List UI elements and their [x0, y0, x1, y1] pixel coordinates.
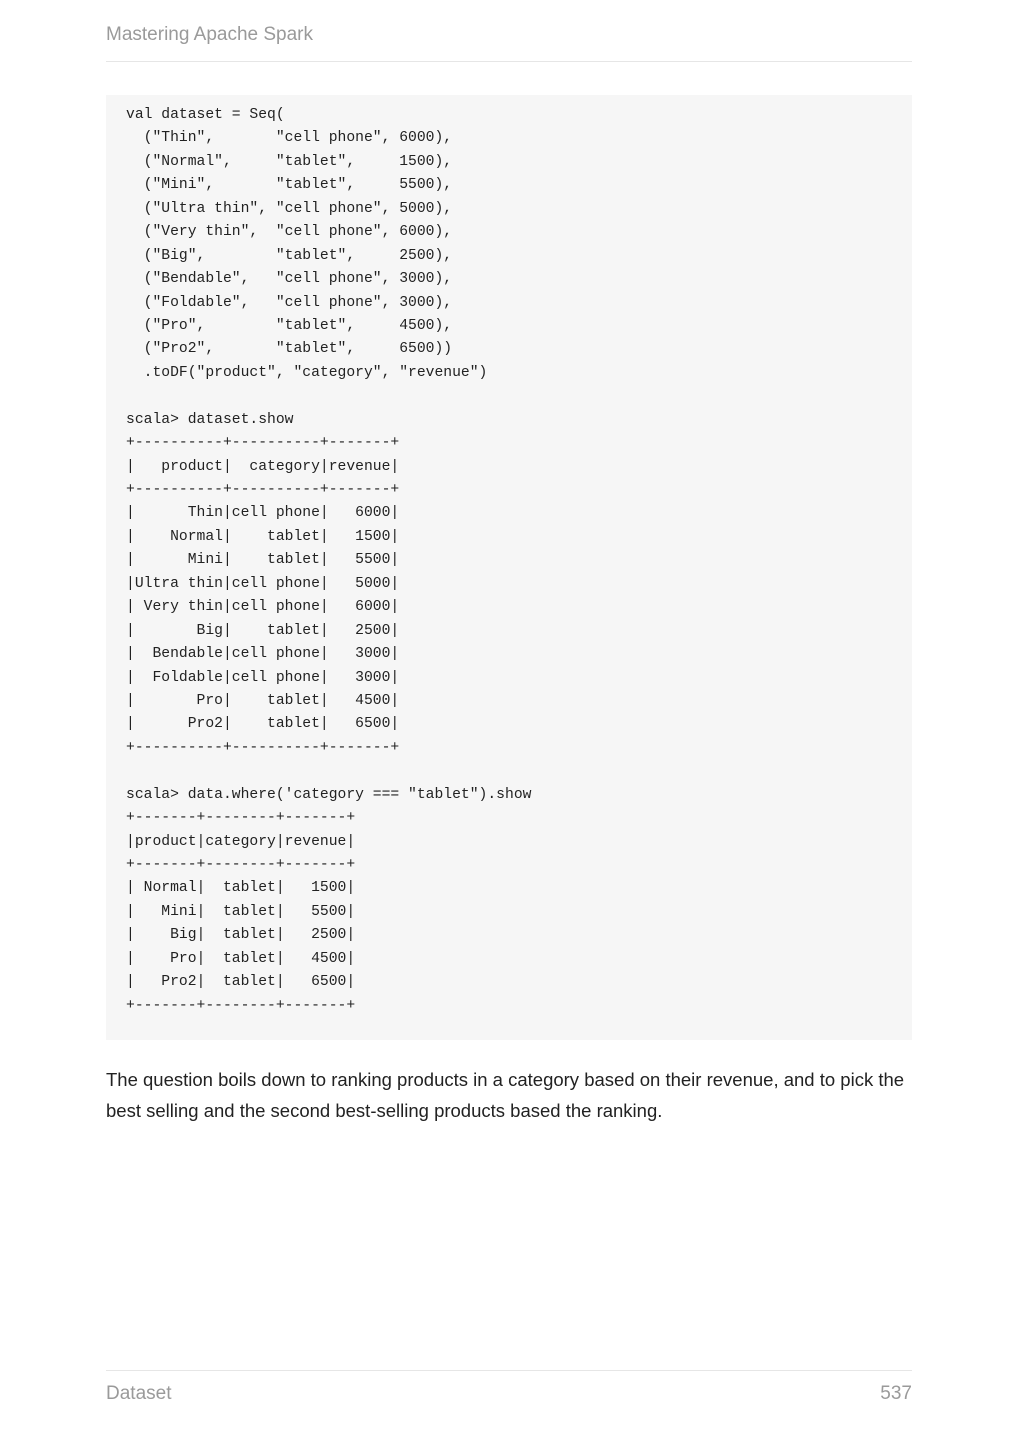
code-line: | product| category|revenue| — [126, 458, 400, 475]
code-line: | Very thin|cell phone| 6000| — [126, 599, 400, 616]
code-line: | Mini| tablet| 5500| — [126, 903, 356, 920]
code-line: | Mini| tablet| 5500| — [126, 552, 400, 569]
code-line: | Pro| tablet| 4500| — [126, 950, 356, 967]
code-line — [126, 760, 892, 783]
code-line: val dataset = Seq( — [126, 107, 285, 123]
footer-divider — [106, 1370, 912, 1371]
code-line: +----------+----------+-------+ — [126, 739, 400, 756]
code-line: | Thin|cell phone| 6000| — [126, 505, 400, 522]
code-line: +-------+--------+-------+ — [126, 810, 356, 827]
code-line: scala> dataset.show — [126, 411, 294, 428]
code-line: | Big| tablet| 2500| — [126, 927, 356, 944]
code-line: ("Thin", "cell phone", 6000), — [126, 130, 453, 147]
running-header: Mastering Apache Spark — [106, 24, 314, 45]
code-block — [106, 95, 912, 1040]
code-line: +-------+--------+-------+ — [126, 997, 356, 1014]
header-divider — [106, 61, 912, 62]
code-line: |Ultra thin|cell phone| 5000| — [126, 575, 400, 592]
footer-section-title: Dataset — [106, 1383, 172, 1404]
code-line: | Normal| tablet| 1500| — [126, 528, 400, 545]
code-line: ("Bendable", "cell phone", 3000), — [126, 271, 453, 288]
code-line: ("Mini", "tablet", 5500), — [126, 177, 453, 194]
code-line: ("Normal", "tablet", 1500), — [126, 153, 453, 170]
code-line: scala> data.where('category === "tablet").show — [126, 786, 532, 803]
code-line: ("Foldable", "cell phone", 3000), — [126, 294, 453, 311]
code-line — [126, 385, 892, 408]
code-line: |product|category|revenue| — [126, 833, 356, 850]
code-line: +-------+--------+-------+ — [126, 857, 356, 873]
code-line: ("Pro2", "tablet", 6500)) — [126, 341, 453, 358]
page-number: 537 — [880, 1383, 912, 1404]
code-line: ("Ultra thin", "cell phone", 5000), — [126, 200, 453, 217]
code-line: | Big| tablet| 2500| — [126, 622, 400, 639]
code-line: | Pro2| tablet| 6500| — [126, 974, 356, 991]
code-line: ("Pro", "tablet", 4500), — [126, 317, 453, 334]
code-line: +----------+----------+-------+ — [126, 482, 400, 498]
code-line: | Pro2| tablet| 6500| — [126, 716, 400, 733]
code-line: +----------+----------+-------+ — [126, 435, 400, 452]
code-line: | Foldable|cell phone| 3000| — [126, 669, 400, 686]
code-line: ("Big", "tablet", 2500), — [126, 247, 453, 264]
code-line: ("Very thin", "cell phone", 6000), — [126, 224, 453, 241]
code-line: | Normal| tablet| 1500| — [126, 880, 356, 897]
code-line: | Pro| tablet| 4500| — [126, 692, 400, 709]
body-paragraph: The question boils down to ranking products in a category based on their revenue, and to pick the best selling and the second best-selling products based the ranking. — [106, 1069, 905, 1121]
code-line: .toDF("product", "category", "revenue") — [126, 364, 488, 381]
code-line: | Bendable|cell phone| 3000| — [126, 646, 400, 663]
